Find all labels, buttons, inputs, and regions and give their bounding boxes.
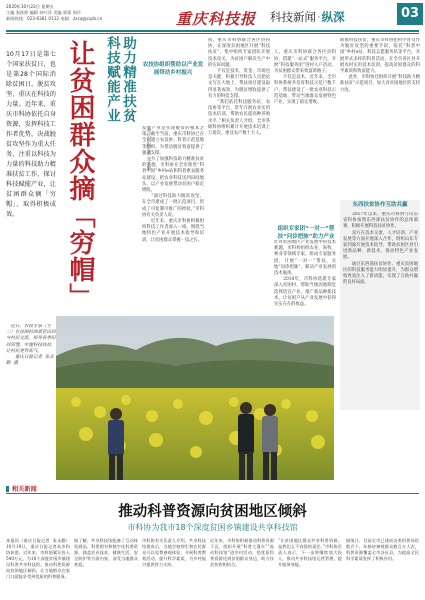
masthead-rule-thin: [6, 33, 419, 34]
bottom-rule: [6, 493, 419, 494]
feature-subtitle-a: 科技赋能产业: [104, 36, 120, 123]
sidebar-text: 2017年以来，重庆市科协与山东省科协按照东西部扶贫协作的总体部署，积极开展科技扶贫协作。 双方在技术交流、人才培训、产业发展等方面开展深入合作，组织山东专家到渝开展技术指导，帮助贫困区县引进新品种、新技术，推动特色产业发展。 通过东西部扶贫协作，重庆贫困地区的科技服务能力明显提升，为群众增收致富注入了新动能，实现了互助共赢的良好局面。: [343, 212, 418, 286]
rapeseed-field-photo: [56, 316, 334, 480]
body-column-3b: 针对贫困地区产业发展中的技术难题，市科协组织农业、畜牧、林业等领域专家，组成专家服务团，开展“一对一”帮扶，实地“问诊把脉”，解决产业发展的技术瓶颈。 2018年，市科协选派专家深入贫困村，帮助当地因地制宜选择适宜产业，推广新品种新技术，让贫困户从产业发展中获得实实在在的收益。: [274, 240, 336, 308]
masthead-meta: [6, 4, 136, 22]
subhead-expert-team: 组织专家团“一对一”帮扶“问诊把脉”助力产业: [277, 226, 335, 240]
page-number: 03: [397, 3, 423, 25]
bottom-column-3: 市科协有关负责人介绍，共享科技馆建成后，当地学校师生和农民群众可以免费参观体验，开展科普教育活动，提升科学素质，为乡村振兴提供智力支持。: [142, 538, 206, 567]
body-column-2: 扶，重庆市科协联合各区县科协，在深度贫困地区开展“科技扶贫”，集中组织专家团队开展技术攻关，为贫困户解决生产中的实际问题。 不仅是技术，资金、市场也是关键，积极引导科技人员把论文写在大地上，帮扶项目建设取得显著成效，为脱贫增收提供了有力的科技支撑。 “我们依托科技服务站、农技协等平台，常年开展农业实用技术培训，帮助农民提高种养殖水平。”相关负责人介绍，全市各级科协组织累计开展技术培训上万场次，惠及农户数十万人。: [208, 38, 270, 137]
body-column-3: 人，重庆市科协联合各区县科协，搭建“一站式”服务平台，开展“科技服务团”进村入户活动，为贫困群众带来致富新路子。 不仅是技术，近年来，全市科协系统共培育科技示范户数千户，帮扶建设了一批农业科技示范基地，带动当地群众发展特色产业，实现了稳定增收。: [274, 50, 336, 106]
feature-subtitle-b: 助力精准扶贫: [120, 36, 136, 123]
bottom-column-2: 据了解，共享科技馆配备了互动体验展品、科普图书和数字化科普资源，涵盖农业技术、健康生活、安全防护等方面内容，深受当地群众欢迎。: [74, 538, 138, 567]
byline: 重庆日报记者 张永勤: [146, 128, 151, 170]
body-column-1: 发展产业是实现脱贫的根本之策。截至当前，重庆市科协已在全市建立农技协、科普示范基地等组织，为带动脱贫致富提供了强劲支撑。 为了加强科技助力精准扶贫的实施，市科协在全市推进“科普中国”乡村e站和科普惠农服务站建设，把农业科技送到田间地头，以产业发展带动贫困户稳定增收。 “通过科技助力脱贫攻坚，在全市建成了一批示范项目，形成了可复制可推广的经验。”市科协有关负责人说。 近年来，重庆市科协积极组织科技工作者深入一线，围绕当地特色产业开展技术指导和培训，让贫困群众掌握一技之长。: [142, 126, 204, 243]
section-header: 科技新闻·纵深: [270, 10, 345, 24]
photo-caption: 近日，农技专家（左二）在贫困村油菜花田间与村民交流，指导春季田间管理。实施科技扶贫，让村民更有底气。 重庆日报记者 张永勤 摄: [6, 324, 56, 367]
related-news-label: 相关新闻: [6, 484, 37, 493]
bottom-column-1: 本报讯（重庆日报记者 张永勤）10月19日，重庆日报记者从市科协获悉，近年来，市科协累计投入540万元，为18个深度贫困乡镇建设科普共享科技馆，推动科普资源向贫困地区倾斜，让当地群众在家门口就能享受到优质的科普服务。: [6, 538, 70, 579]
newspaper-logo: 重庆科技报: [176, 10, 257, 28]
feature-title: 让贫困群众摘「穷帽」: [65, 40, 95, 310]
lead-paragraph: 10月17日是第七个国家扶贫日，也是第28个国际消除贫困日。脱贫攻坚，重庆在科技的力量。近年来，重庆市科协依托自身资源，发挥科技工作者优势，决战脱贫攻坚作为重大任务，注重以科技为力量的科技助力精准扶贫工作，探讨科技赋能产业，让贫困群众摘「穷帽」，取得积极成效。: [6, 51, 56, 219]
editor-line: 主编 张跃辉 编辑 何叶萍 美编 郭霏 周丹: [6, 10, 81, 15]
section-sub: 纵深: [321, 10, 345, 24]
subhead-agri-assoc: 农技协组织帮助以产业发展带动乡村振兴: [142, 62, 204, 76]
subhead-east-west: 东西扶贫协作互助共赢: [352, 202, 408, 208]
bottom-column-5: “让贫困地区群众共享科普资源，是我们义不容辞的责任。”市科协负责人表示，下一步将继续加大投入，推动共享科技馆运营管理，提升服务效能。: [278, 538, 342, 567]
feature-photo: [56, 316, 334, 480]
bottom-headline: 推动科普资源向贫困地区倾斜: [118, 504, 307, 520]
issue-date: 2020年10月23日 星期五: [6, 4, 54, 9]
bottom-column-4: 近年来，市科协积极推动科普资源下沉，组织开展“科普大篷车”“流动科技馆”进乡村活动，把优质科普资源送到贫困群众身边，助力扶贫扶智相结合。: [210, 538, 274, 567]
contact-line: 新闻热线：023-6381 0112 电邮：zxcq@cqrb.cn: [6, 16, 103, 21]
bottom-subheadline: 市科协为我市18个深度贫困乡镇建设共享科技馆: [127, 523, 298, 532]
masthead-rule: [6, 30, 419, 32]
section-name: 科技新闻: [270, 10, 316, 24]
bottom-column-6: 据统计，目前全市已建成各类科普场馆数百个，年接待参观群众数百万人次，科普资源覆盖全市各区县，为提高全民科学素质发挥了积极作用。: [346, 538, 419, 561]
body-column-4: 助推科技扶贫，重庆市科协把科学普及作为脱贫攻坚的重要手段，依托“科普中国”乡村e站、科技志愿服务队等平台，开展形式多样的科普活动，在全市各区县开展农村实用技术培训，提高贫困群众的科学素质和致富能力。 此外，市科协还组织开展“科技助力精准扶贫”示范项目，加大对贫困地区的支持力度。: [340, 38, 420, 93]
